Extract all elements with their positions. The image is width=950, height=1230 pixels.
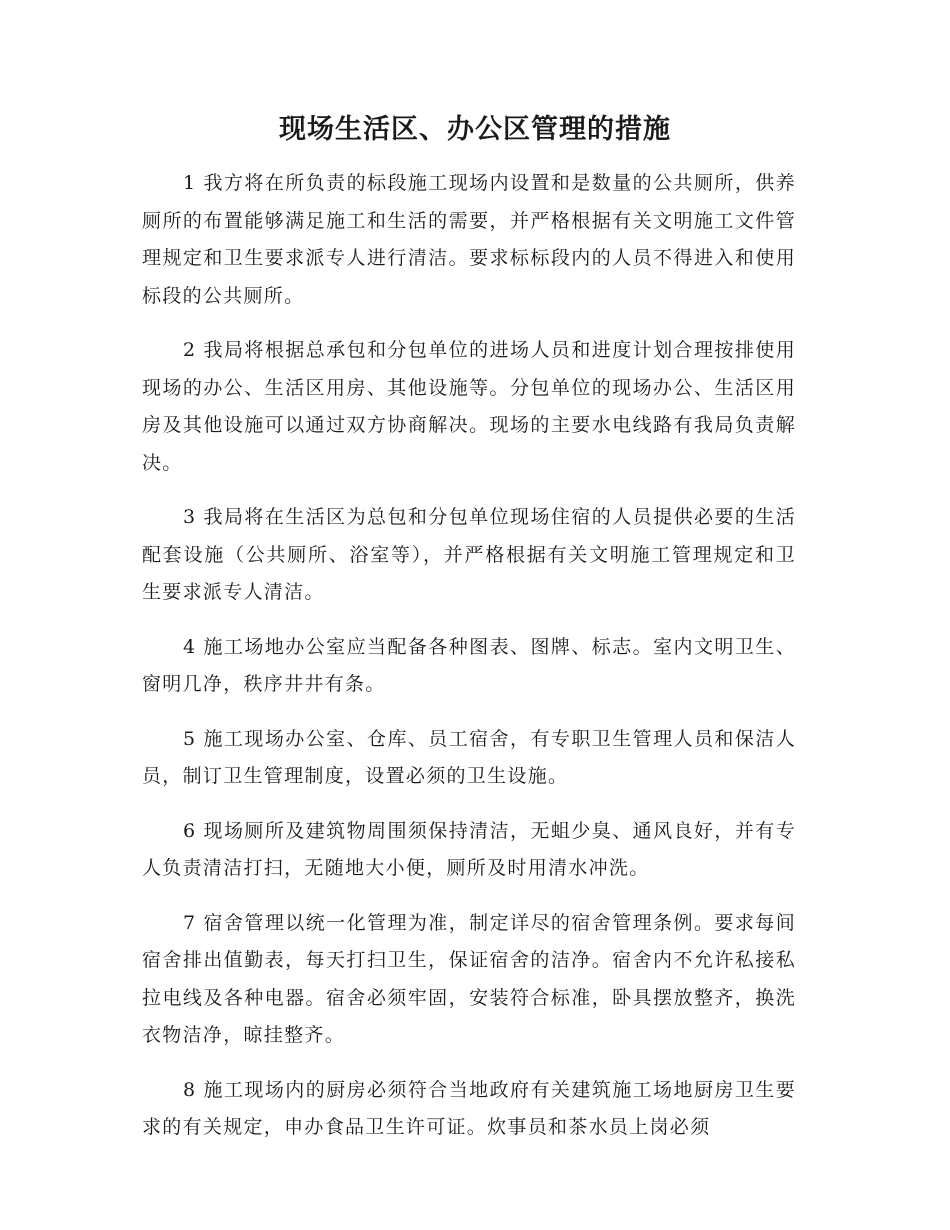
- document-title: 现场生活区、办公区管理的措施: [279, 114, 671, 145]
- paragraph-text: 我局将在生活区为总包和分包单位现场住宿的人员提供必要的生活配套设施（公共厕所、浴室等），并严格根据有关文明施工管理规定和卫生要求派专人清洁。: [142, 506, 796, 603]
- paragraph-4: [142, 629, 796, 704]
- paragraph-text: 我方将在所负责的标段施工现场内设置和是数量的公共厕所，供养厕所的布置能够满足施工和生活的需要，并严格根据有关文明施工文件管理规定和卫生要求派专人进行清洁。要求标标段内的人员不得进入和使用标段的公共厕所。: [142, 172, 796, 307]
- paragraph-3: [142, 499, 796, 612]
- paragraph-2: [142, 332, 796, 482]
- paragraph-text: 施工场地办公室应当配备各种图表、图牌、标志。室内文明卫生、窗明几净，秩序井井有条。: [142, 635, 796, 695]
- paragraph-8: [142, 1072, 796, 1147]
- paragraph-6: [142, 813, 796, 888]
- paragraph-number: 6: [183, 819, 197, 842]
- paragraph-7: [142, 905, 796, 1055]
- paragraph-5: [142, 721, 796, 796]
- paragraph-number: 2: [183, 339, 197, 361]
- paragraph-text: 施工现场内的厨房必须符合当地政府有关建筑施工场地厨房卫生要求的有关规定，申办食品卫生许可证。炊事员和茶水员上岗必须: [142, 1078, 796, 1138]
- paragraph-number: 4: [183, 635, 197, 658]
- paragraph-number: 8: [183, 1078, 197, 1101]
- paragraph-text: 施工现场办公室、仓库、员工宿舍，有专职卫生管理人员和保洁人员，制订卫生管理制度，设置必须的卫生设施。: [142, 727, 796, 787]
- paragraph-text: 宿舍管理以统一化管理为准，制定详尽的宿舍管理条例。要求每间宿舍排出值勤表，每天打扫卫生，保证宿舍的洁净。宿舍内不允许私接私拉电线及各种电器。宿舍必须牢固，安装符合标准，卧具摆放整齐，换洗衣物洁净，晾挂整齐。: [142, 911, 796, 1046]
- paragraph-number: 3: [183, 506, 197, 528]
- paragraph-text: 现场厕所及建筑物周围须保持清洁，无蛆少臭、通风良好，并有专人负责清洁打扫，无随地大小便，厕所及时用清水冲洗。: [142, 819, 796, 879]
- paragraph-number: 5: [183, 727, 197, 750]
- paragraph-1: [142, 165, 796, 315]
- paragraph-text: 我局将根据总承包和分包单位的进场人员和进度计划合理按排使用现场的办公、生活区用房、其他设施等。分包单位的现场办公、生活区用房及其他设施可以通过双方协商解决。现场的主要水电线路有我局负责解决。: [142, 339, 796, 474]
- paragraph-number: 7: [183, 911, 197, 934]
- document-body: [142, 165, 796, 1164]
- paragraph-number: 1: [183, 172, 197, 194]
